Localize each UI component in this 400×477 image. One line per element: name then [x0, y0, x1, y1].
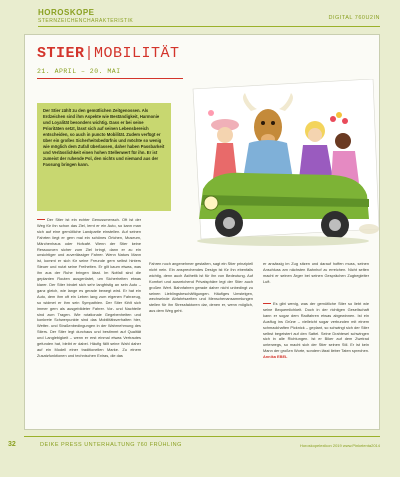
intro-text: Der Stier zählt zu den gemütlichen Zeitgenossen. Als Erdzeichen sind ihm Aspekte wie Beständigkeit, Harmonie und Loyalität besonders wichtig. Dass er bei seine Prioritäten setzt, lässt sich auf seinen Lebensbereich entscheiden, so auch in puncto Mobilität. Zudem verfügt er über ein großes Sicherheitsbedürfnis und möchte so wenig wie möglich dem Zufall überlassen, daher haben Passbarkeit und Verlässlichkeit einen hohen Stellenwert für ihn. Er ist zumeist der ruhende Pol, den nichts und niemand aus der Fassung bringen kann.	[43, 108, 165, 167]
author-credit: Annika EBEL	[263, 354, 288, 360]
lead-dash	[37, 219, 45, 220]
digital-tag: DIGITAL 760U2IN	[328, 15, 380, 21]
footer-rule	[24, 436, 380, 437]
magazine-header	[0, 0, 400, 30]
header-rule	[38, 26, 380, 27]
article-column-2	[149, 261, 253, 314]
article-column-3b	[263, 301, 369, 360]
page-number: 32	[8, 441, 16, 448]
footer-credit: Horoskopelexikon 2019 www.Pinkelenta2014	[299, 443, 380, 448]
bull-car-illustration	[183, 79, 379, 285]
article-column-3	[263, 261, 369, 285]
headline-sub: MOBILITÄT	[94, 45, 180, 62]
column-3b-text: Es gibt wenig, was der gemütliche Stier so liebt wie seine Bequemlichkeit. Doch in der richtigen Gesellschaft kann er sogar dem Radfahren etwas abgewinnen. Ist ein Ausflug ins Grüne – vielleicht sogar verbunden mit einem schmackhaften Picknick – geplant, so schwingt sich der Stier selbst begeistert auf den Sattel. Seine Drahtesel schwingen sich in alle Richtungen. Ist er Biker auf dem Zweirad unterwegs, so macht sich der Stier seinen Stil. Er ist kein Mann der großen Worte, sondern lässt lieber Taten sprechen.	[263, 301, 369, 354]
column-1-text: Der Stier ist ein echter Genussmensch. Oft ist der Weg für ihn schon das Ziel, lernt er ein Auto, so kann man sich auf eine gemütliche Landpartie einstellen. Auf seinen Fahrten liegt er gern mal ein schönes Örtchen, Museum, Märchenhaus oder Hofcafé. Wenn der Stier keine Ressourcen sicher zum Ziel bringt, dann er zu ein unsichtiger und zuverlässiger Fahrer. Wenn Naturs Mann ist, kommt er sich für seine Freunde gern selbst hinters Steuer und nutzt seine Freiheiten. Er gilt kaum etwas, was ihn aus der Ruhe bringen lässt. Im Notfall sind die geplanten Routen ausgerüstet, um Sicherheiten etwas klarer. Der Stier bindet sich sehr langfristig an sein Auto – ganz gleich, wie lange es gerade bewegt wird. Er hat ein Auto, dem ihm oft ein Leben lang zum eigenen Fahrzeug, so widmet er ihm sein Sympathien. Der Stier fühlt sich immer gern als ausgebildeter Fahrer. Vor- und Nachteile sind zum Tragen. Wie rotationale Gegebenheiten und konkrete Schwerpunkte sind das Mobilitätsverhalten hier, Wetter- und Straßenbedingungen in der Wahrnehmung des Stiers. Der Stier legt durchaus und bestimmt auf Qualität und Langlebigkeit – wenn er erst einmal etwas Vertrautes gefunden hat, bleibt er dabei. Häufig fällt seine Wahl daher auf ein Modell einer traditionellen Marke. Zu einem Zusatzfunktionen und technischen Extras, die das	[37, 217, 141, 358]
lead-dash	[263, 303, 271, 304]
headline-main: STIER	[37, 45, 85, 62]
article-column-1	[37, 217, 141, 359]
column-3-text: er ansässig im Zug sitzen und darauf hoffen muss, seinen Anschluss am nächsten Bahnhof zu erreichen. Nicht selten macht er seinen Ärger bei seinen Gesprächen Zugbegleiter Luft.	[263, 261, 369, 284]
headline-separator: |	[84, 45, 95, 62]
intro-box	[37, 103, 171, 211]
title-block	[37, 45, 197, 97]
article-headline	[37, 45, 197, 62]
section-subtitle: STERNZEICHENCHARAKTERISTIK	[38, 18, 134, 24]
title-rule	[37, 78, 183, 79]
column-2-text: Fahren noch angenehmer gestalten, sagt ein Stier prinzipiell nicht nein. Ein ansprechendes Design ist für ihn ebenfalls wichtig, denn auch Ästhetik ist für ihn von Bedeutung. Auf Komfort und ausreichend Privatsphäre legt der Stier auch großen Wert. Bahnfahren gerade daher nicht unbedingt zu seinen Lieblingsbeschäftigungen. Häufiges Umsteigen, wechselnde Abfahrtszeiten und Menschenansammlungen stellen für ihn Stressfaktoren dar, denen er, wenn möglich, aus dem Weg geht.	[149, 261, 253, 314]
date-range: 21. APRIL – 20. MAI	[37, 68, 121, 75]
article-page	[24, 34, 380, 430]
section-title: HOROSKOPE	[38, 8, 95, 17]
footer-magazine: DEIKE PRESS UNTERHALTUNG 760 FRÜHLING	[40, 442, 182, 448]
